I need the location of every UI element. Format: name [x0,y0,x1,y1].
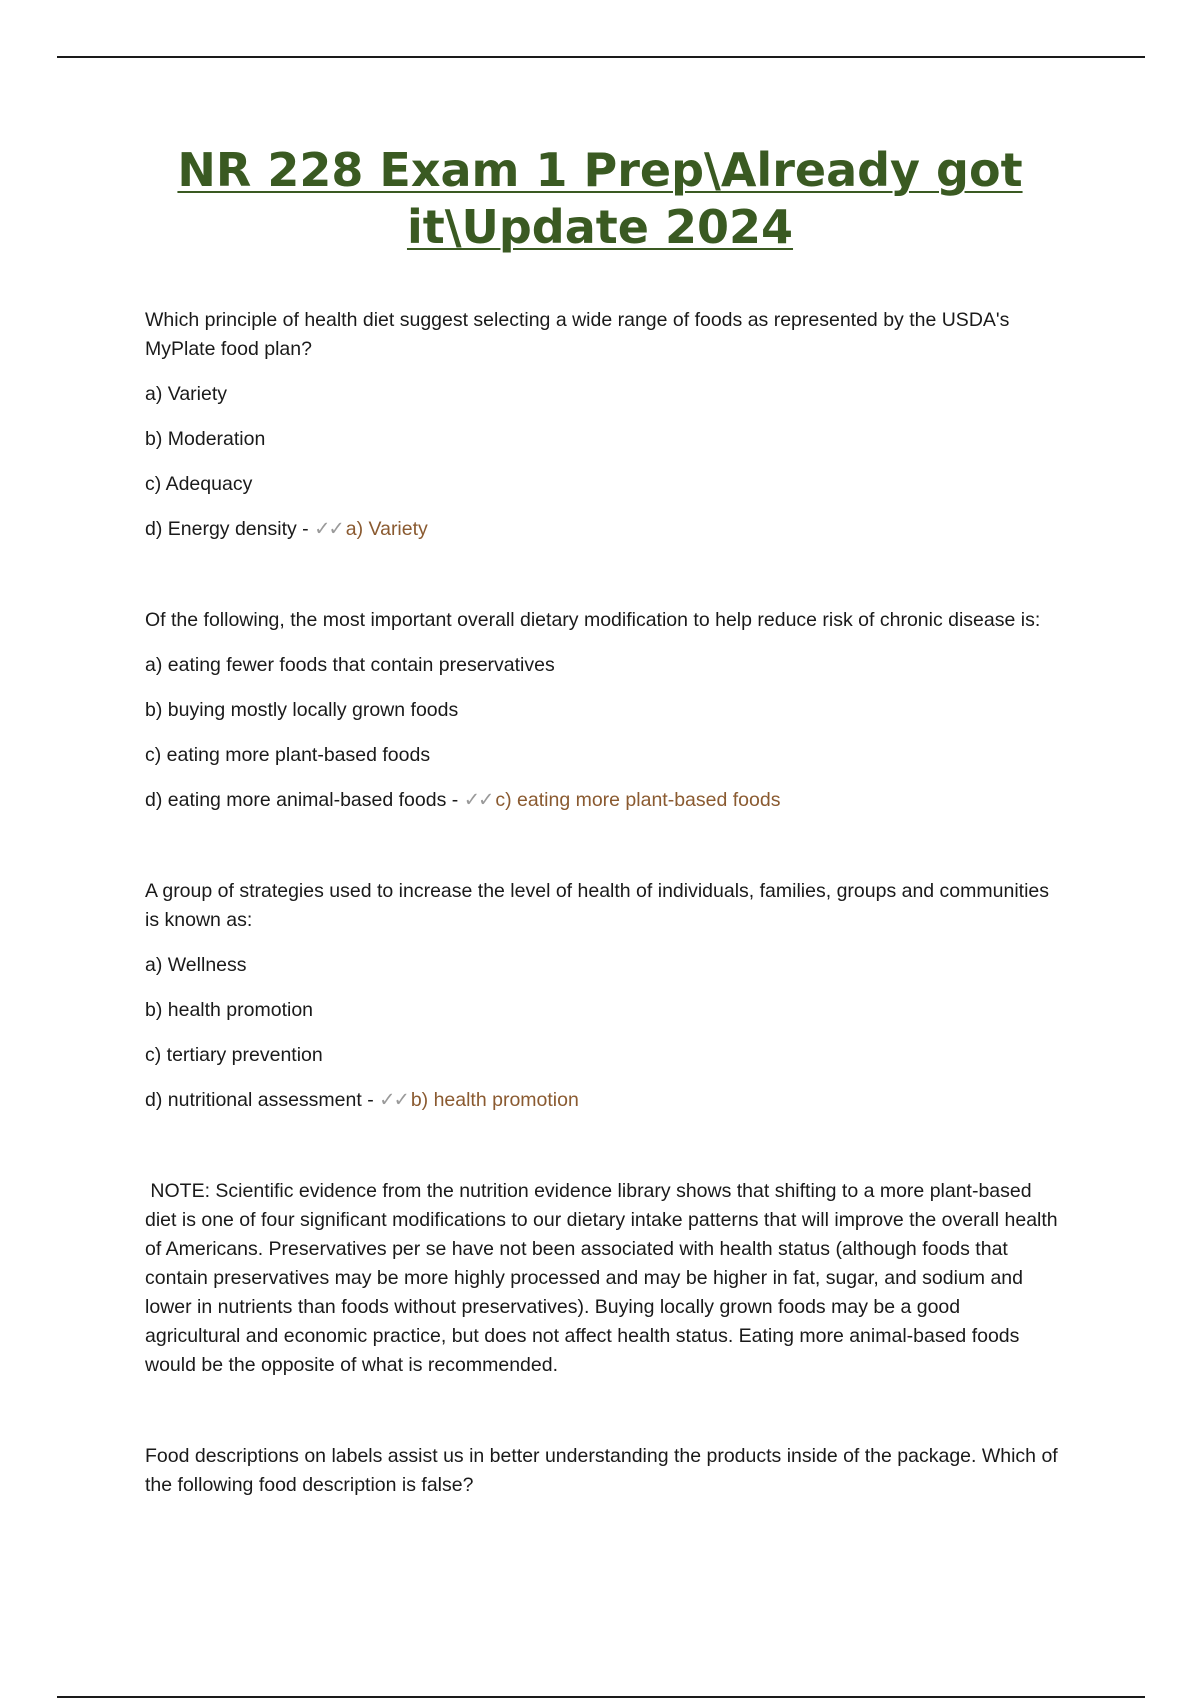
explanation-note: NOTE: Scientific evidence from the nutrition evidence library shows that shifting to a more plant-based diet is one of four significant modifications to our dietary intake patterns that will improve the overall health of Americans. Preservatives per se have not been associated with health status (although foods that contain preservatives may be more highly processed and may be higher in fat, sugar, and sodium and lower in nutrients than foods without preservatives). Buying locally grown foods may be a good agricultural and economic practice, but does not affect health status. Eating more animal-based foods would be the opposite of what is recommended. [145,1180,1064,1376]
option-d-with-answer [145,1086,1060,1115]
double-check-icon: ✓✓ [463,789,493,811]
question-text: Which principle of health diet suggest selecting a wide range of foods as represented by the USDA's MyPlate food plan? [145,309,1010,360]
option-d-with-answer [145,515,1060,544]
document-title: NR 228 Exam 1 Prep\Already got it\Update 2024 [177,143,1023,254]
double-check-icon: ✓✓ [314,518,343,540]
option-b: b) health promotion [145,999,314,1021]
question-text-4: Food descriptions on labels assist us in better understanding the products inside of the package. Which of the following food description is false? [145,1445,1058,1496]
double-check-icon: ✓✓ [379,1089,408,1111]
question-text: Of the following, the most important overall dietary modification to help reduce risk of chronic disease is: [145,609,1041,631]
correct-answer: a) Variety [345,518,428,540]
option-d: d) eating more animal-based foods [145,789,447,811]
question-text: A group of strategies used to increase the level of health of individuals, families, groups and communities is known as: [145,880,1050,931]
question-block-2 [145,606,1060,815]
header-rule [57,56,1145,58]
question-block-3 [145,877,1060,1115]
option-d-with-answer [145,786,1060,815]
correct-answer: c) eating more plant-based foods [495,789,781,811]
option-a: a) Variety [145,383,227,405]
answer-separator: - [296,518,315,540]
question-block-1 [145,306,1060,544]
answer-separator: - [361,1089,380,1111]
option-d: d) Energy density [145,518,297,540]
option-d: d) nutritional assessment [145,1089,362,1111]
option-a: a) Wellness [145,954,247,976]
option-b: b) buying mostly locally grown foods [145,699,459,721]
option-c: c) eating more plant-based foods [145,744,431,766]
document-body [145,306,1064,1516]
correct-answer: b) health promotion [410,1089,579,1111]
answer-separator: - [446,789,464,811]
option-b: b) Moderation [145,428,266,450]
option-c: c) Adequacy [145,473,253,495]
footer-rule [57,1696,1145,1698]
option-a: a) eating fewer foods that contain preservatives [145,654,555,676]
option-c: c) tertiary prevention [145,1044,323,1066]
